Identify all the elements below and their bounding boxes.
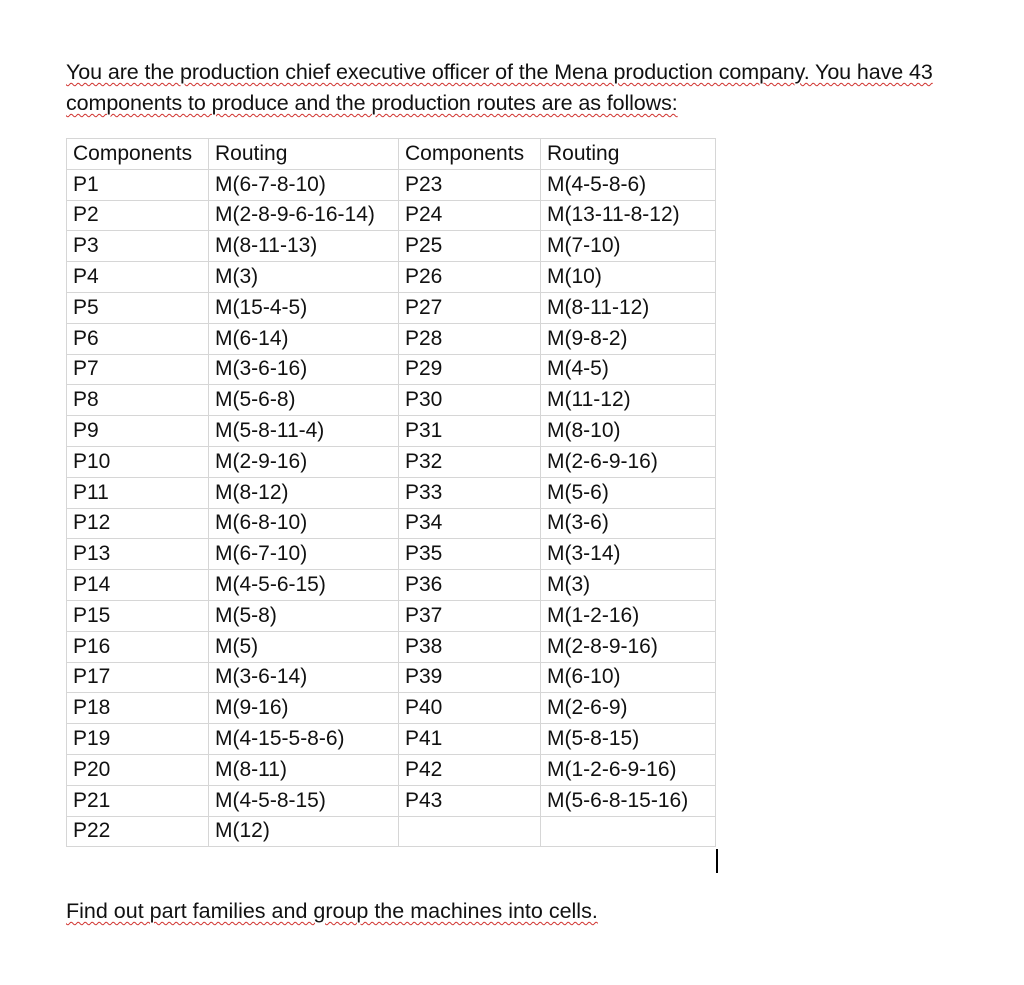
- component-cell: P17: [67, 662, 209, 693]
- routing-cell: M(4-5-6-15): [209, 570, 399, 601]
- routing-cell: M(3-6-16): [209, 354, 399, 385]
- component-cell: P40: [399, 693, 541, 724]
- component-cell: P16: [67, 631, 209, 662]
- table-row: [67, 508, 716, 539]
- table-row: [67, 600, 716, 631]
- component-cell: P25: [399, 231, 541, 262]
- routing-cell: M(5-8): [209, 600, 399, 631]
- component-cell: P14: [67, 570, 209, 601]
- routing-cell: M(2-8-9-6-16-14): [209, 200, 399, 231]
- routing-cell: M(1-2-6-9-16): [541, 754, 716, 785]
- component-cell: P24: [399, 200, 541, 231]
- routing-cell: M(3): [209, 262, 399, 293]
- table-header-row: [67, 139, 716, 170]
- routing-cell: M(5-8-11-4): [209, 416, 399, 447]
- table-row: [67, 231, 716, 262]
- component-cell: [399, 816, 541, 847]
- component-cell: P26: [399, 262, 541, 293]
- component-cell: P19: [67, 724, 209, 755]
- component-cell: P20: [67, 754, 209, 785]
- task-instruction: Find out part families and group the machines into cells.: [66, 899, 598, 923]
- routing-cell: M(4-5-8-15): [209, 785, 399, 816]
- component-cell: P4: [67, 262, 209, 293]
- table-row: [67, 693, 716, 724]
- routing-cell: M(3-14): [541, 539, 716, 570]
- routing-cell: M(2-6-9-16): [541, 446, 716, 477]
- routing-cell: M(1-2-16): [541, 600, 716, 631]
- table-row: [67, 631, 716, 662]
- component-cell: P38: [399, 631, 541, 662]
- component-cell: P42: [399, 754, 541, 785]
- component-cell: P32: [399, 446, 541, 477]
- intro-line-1: You are the production chief executive officer of the Mena production company. You have 43: [66, 60, 933, 84]
- routing-cell: [541, 816, 716, 847]
- routing-cell: M(8-11-13): [209, 231, 399, 262]
- header-routing: Routing: [209, 139, 399, 170]
- component-cell: P31: [399, 416, 541, 447]
- component-cell: P15: [67, 600, 209, 631]
- routing-table: [66, 138, 716, 847]
- routing-cell: M(7-10): [541, 231, 716, 262]
- routing-cell: M(9-16): [209, 693, 399, 724]
- component-cell: P6: [67, 323, 209, 354]
- routing-cell: M(4-5): [541, 354, 716, 385]
- table-row: [67, 200, 716, 231]
- routing-cell: M(6-7-10): [209, 539, 399, 570]
- component-cell: P37: [399, 600, 541, 631]
- component-cell: P43: [399, 785, 541, 816]
- routing-cell: M(6-7-8-10): [209, 169, 399, 200]
- routing-cell: M(15-4-5): [209, 292, 399, 323]
- component-cell: P41: [399, 724, 541, 755]
- table-row: [67, 262, 716, 293]
- component-cell: P9: [67, 416, 209, 447]
- component-cell: P28: [399, 323, 541, 354]
- table-row: [67, 754, 716, 785]
- component-cell: P12: [67, 508, 209, 539]
- table-row: [67, 385, 716, 416]
- routing-cell: M(6-8-10): [209, 508, 399, 539]
- routing-cell: M(2-6-9): [541, 693, 716, 724]
- routing-table-body: [67, 139, 716, 847]
- table-row: [67, 477, 716, 508]
- component-cell: P5: [67, 292, 209, 323]
- routing-cell: M(4-5-8-6): [541, 169, 716, 200]
- header-routing-2: Routing: [541, 139, 716, 170]
- problem-statement: [66, 57, 1006, 119]
- routing-cell: M(5-6-8-15-16): [541, 785, 716, 816]
- routing-cell: M(10): [541, 262, 716, 293]
- routing-cell: M(3): [541, 570, 716, 601]
- routing-cell: M(11-12): [541, 385, 716, 416]
- component-cell: P18: [67, 693, 209, 724]
- component-cell: P29: [399, 354, 541, 385]
- component-cell: P1: [67, 169, 209, 200]
- component-cell: P23: [399, 169, 541, 200]
- component-cell: P30: [399, 385, 541, 416]
- table-row: [67, 662, 716, 693]
- routing-cell: M(12): [209, 816, 399, 847]
- component-cell: P8: [67, 385, 209, 416]
- routing-cell: M(5): [209, 631, 399, 662]
- component-cell: P33: [399, 477, 541, 508]
- routing-cell: M(8-11): [209, 754, 399, 785]
- component-cell: P35: [399, 539, 541, 570]
- routing-cell: M(5-6-8): [209, 385, 399, 416]
- component-cell: P39: [399, 662, 541, 693]
- routing-cell: M(9-8-2): [541, 323, 716, 354]
- routing-cell: M(3-6): [541, 508, 716, 539]
- intro-line-2: components to produce and the production routes are as follows:: [66, 91, 678, 115]
- component-cell: P10: [67, 446, 209, 477]
- component-cell: P3: [67, 231, 209, 262]
- routing-cell: M(2-9-16): [209, 446, 399, 477]
- routing-cell: M(2-8-9-16): [541, 631, 716, 662]
- table-row: [67, 816, 716, 847]
- text-cursor: [716, 849, 718, 873]
- component-cell: P2: [67, 200, 209, 231]
- component-cell: P34: [399, 508, 541, 539]
- component-cell: P21: [67, 785, 209, 816]
- routing-cell: M(8-12): [209, 477, 399, 508]
- table-row: [67, 724, 716, 755]
- header-components: Components: [67, 139, 209, 170]
- routing-cell: M(6-10): [541, 662, 716, 693]
- table-row: [67, 785, 716, 816]
- routing-cell: M(6-14): [209, 323, 399, 354]
- component-cell: P7: [67, 354, 209, 385]
- routing-cell: M(8-10): [541, 416, 716, 447]
- table-row: [67, 323, 716, 354]
- routing-cell: M(5-6): [541, 477, 716, 508]
- routing-cell: M(5-8-15): [541, 724, 716, 755]
- component-cell: P22: [67, 816, 209, 847]
- header-components-2: Components: [399, 139, 541, 170]
- routing-cell: M(8-11-12): [541, 292, 716, 323]
- table-row: [67, 354, 716, 385]
- component-cell: P11: [67, 477, 209, 508]
- component-cell: P27: [399, 292, 541, 323]
- routing-cell: M(13-11-8-12): [541, 200, 716, 231]
- table-row: [67, 416, 716, 447]
- component-cell: P13: [67, 539, 209, 570]
- component-cell: P36: [399, 570, 541, 601]
- routing-cell: M(3-6-14): [209, 662, 399, 693]
- table-row: [67, 446, 716, 477]
- table-row: [67, 570, 716, 601]
- table-row: [67, 169, 716, 200]
- table-row: [67, 539, 716, 570]
- routing-cell: M(4-15-5-8-6): [209, 724, 399, 755]
- table-row: [67, 292, 716, 323]
